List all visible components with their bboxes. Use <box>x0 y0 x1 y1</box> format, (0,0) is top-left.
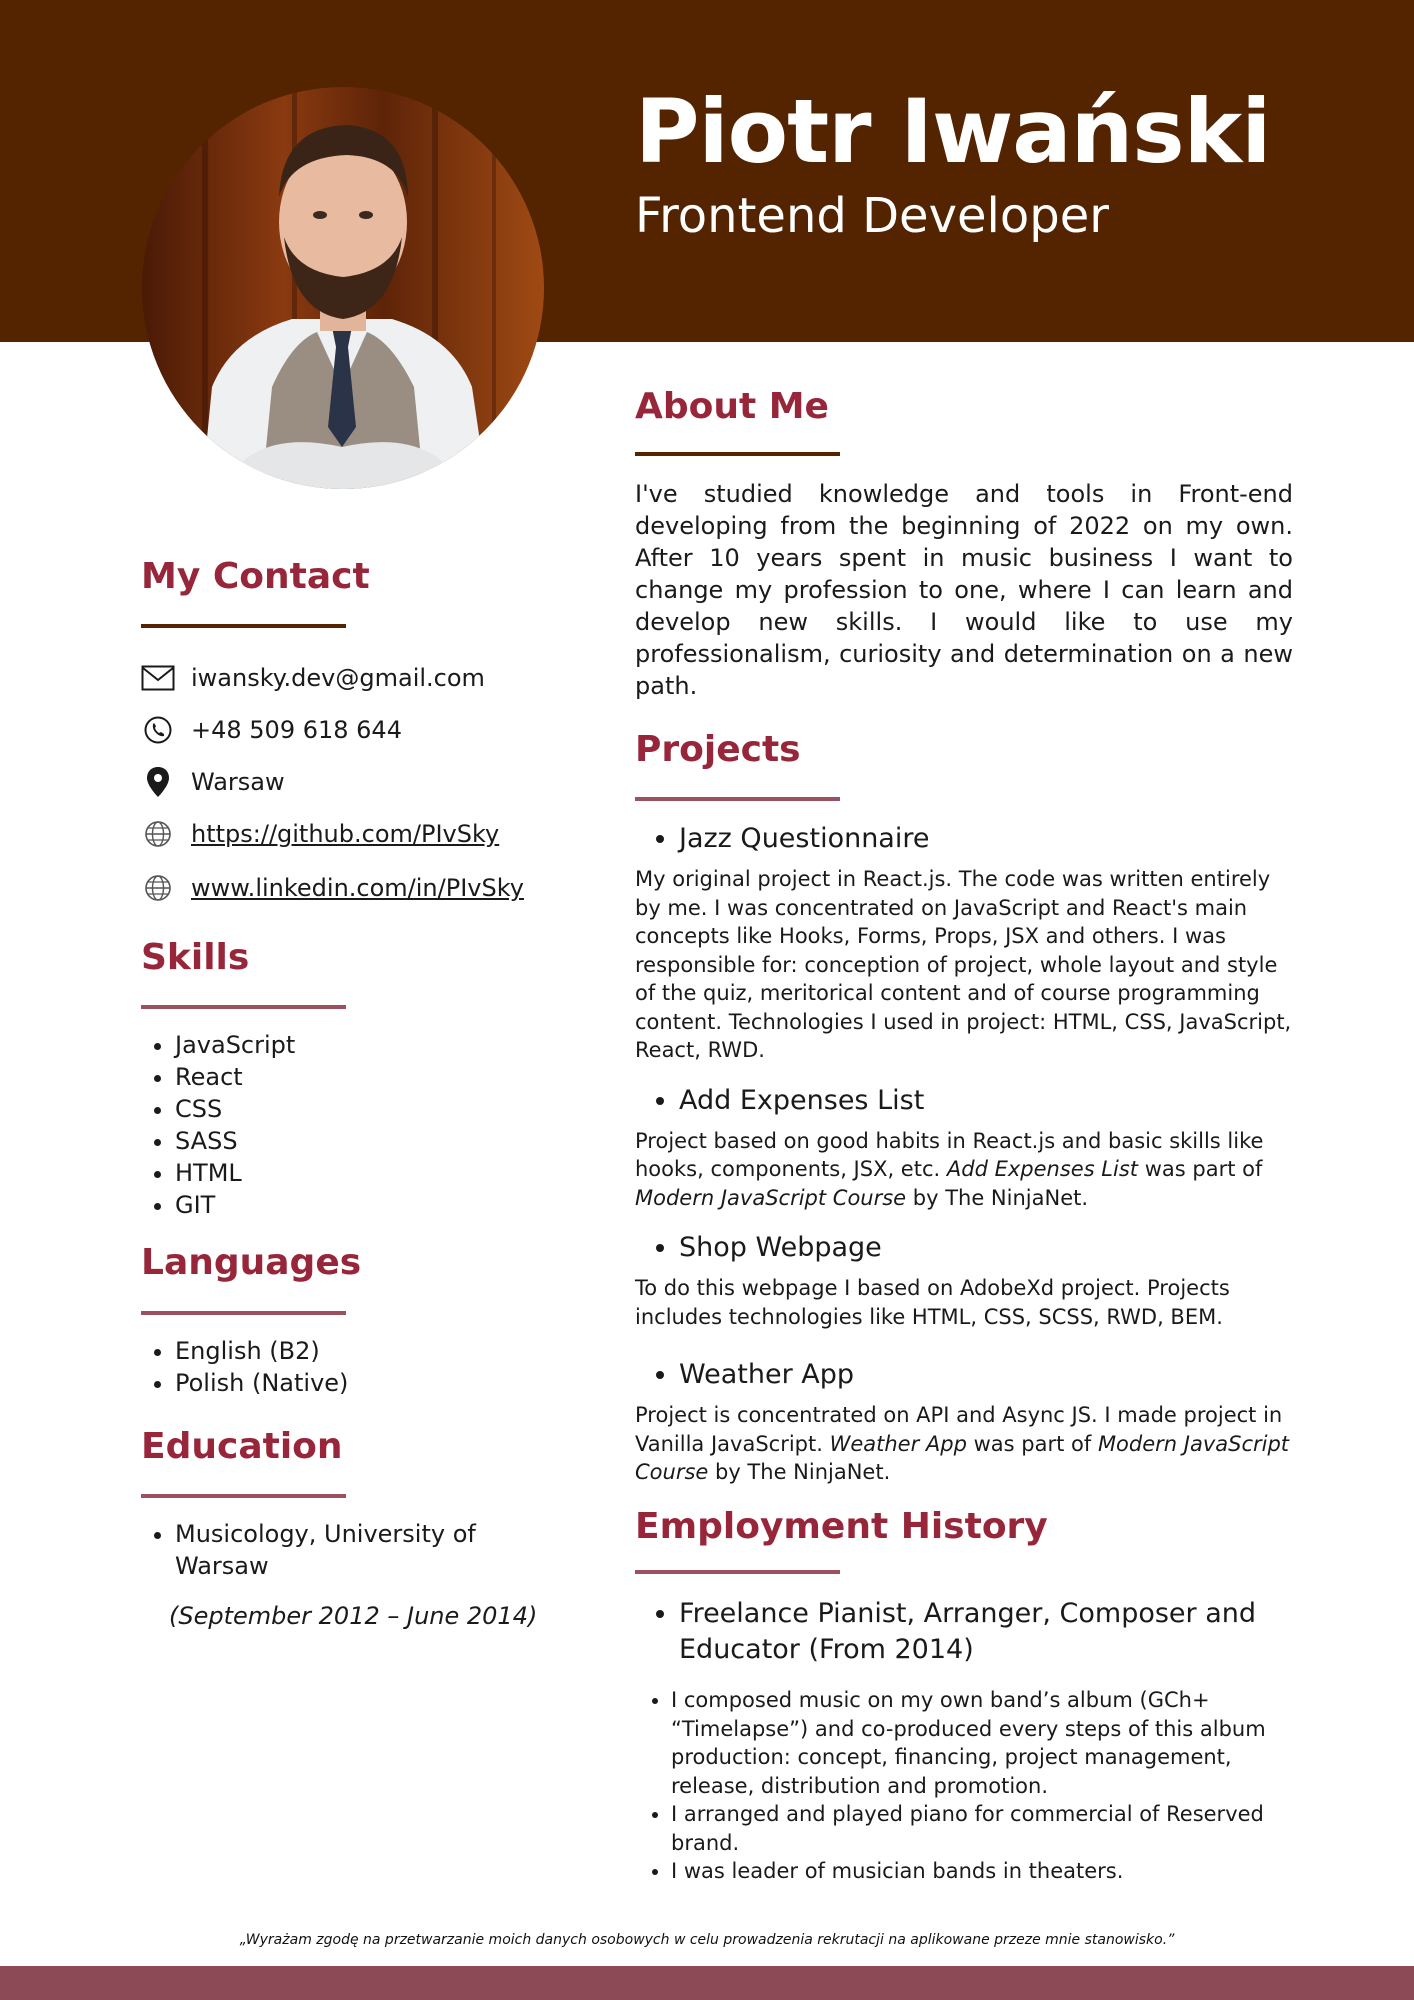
education-section <box>141 1425 571 1630</box>
email-text[interactable]: iwansky.dev@gmail.com <box>191 664 485 693</box>
footer-band <box>0 1966 1414 2000</box>
project-desc-text: was part of <box>1138 1157 1263 1182</box>
project-desc-text: Project is concentrated on API and Async JS. I made project in Vanilla JavaScript. <box>635 1403 1283 1456</box>
employment-heading: Employment History <box>635 1505 1048 1547</box>
languages-heading: Languages <box>141 1242 362 1284</box>
project-description <box>635 1401 1293 1487</box>
skills-rule <box>141 1005 346 1009</box>
skills-section <box>141 936 571 1221</box>
job-title: Frontend Developer <box>635 188 1109 244</box>
about-rule <box>635 452 840 456</box>
projects-section <box>635 728 1293 1487</box>
candidate-name: Piotr Iwański <box>635 80 1271 183</box>
project-description: My original project in React.js. The code was written entirely by me. I was concentrated on JavaScript and React's main concepts like Hooks, Forms, Props, JSX and others. I was responsible for: conception of project, whole layout and style of the quiz, meritorical content and of course programming content. Technologies I used in project: HTML, CSS, JavaScript, React, RWD. <box>635 867 1292 1063</box>
list-item: • I was leader of musician bands in theaters. <box>671 1857 1293 1886</box>
project-desc-text: was part of <box>966 1431 1098 1456</box>
contact-section <box>141 555 571 914</box>
employment-rule <box>635 1570 840 1574</box>
portrait-illustration <box>142 87 544 489</box>
skills-list <box>141 1029 571 1221</box>
location-pin-icon <box>141 765 175 799</box>
list-item: • I composed music on my own band’s album (GCh+ “Timelapse”) and co-produced every steps of this album production: concept, financing, project management, release, distribution and promotion. <box>671 1686 1293 1800</box>
project-desc-text: by The NinjaNet. <box>708 1460 891 1485</box>
project-list-item <box>635 1357 1293 1393</box>
education-dates: (September 2012 – June 2014) <box>169 1601 538 1630</box>
project-title: • Shop Webpage <box>679 1230 1293 1266</box>
phone-icon <box>141 713 175 747</box>
phone-row <box>141 704 571 756</box>
phone-text[interactable]: +48 509 618 644 <box>191 716 402 745</box>
linkedin-link[interactable]: www.linkedin.com/in/PIvSky <box>191 874 524 903</box>
education-list <box>141 1518 505 1582</box>
education-rule <box>141 1494 346 1498</box>
project-list-item <box>635 1083 1293 1119</box>
projects-heading: Projects <box>635 729 801 771</box>
list-item: • SASS <box>175 1125 571 1157</box>
project-list-item <box>635 1230 1293 1266</box>
list-item: • I arranged and played piano for commercial of Reserved brand. <box>671 1800 1293 1857</box>
list-item: • HTML <box>175 1157 571 1189</box>
location-row <box>141 756 571 808</box>
project-desc-emphasis: Modern JavaScript Course <box>635 1431 1290 1485</box>
languages-list <box>141 1335 571 1399</box>
github-row <box>141 808 571 860</box>
globe-icon <box>141 871 175 905</box>
right-column <box>635 385 1293 1886</box>
project-desc-emphasis: Modern JavaScript Course <box>635 1185 907 1210</box>
project-desc-text: Project based on good habits in React.js and basic skills like hooks, components, JSX, etc. <box>635 1128 1264 1182</box>
list-item: • React <box>175 1061 571 1093</box>
list-item: • Polish (Native) <box>175 1367 571 1399</box>
project-description <box>635 1127 1293 1213</box>
project-title: • Add Expenses List <box>679 1083 1293 1119</box>
education-heading: Education <box>141 1425 343 1467</box>
project-title: • Jazz Questionnaire <box>679 821 1293 857</box>
about-heading: About Me <box>635 386 829 427</box>
linkedin-row <box>141 862 571 914</box>
location-text: Warsaw <box>191 768 285 797</box>
github-link[interactable]: https://github.com/PIvSky <box>191 820 500 849</box>
project-list-item <box>635 821 1293 857</box>
project-description: To do this webpage I based on AdobeXd project. Projects includes technologies like HTML, CSS, SCSS, RWD, BEM. <box>635 1276 1230 1329</box>
mail-icon <box>141 661 175 695</box>
skills-heading: Skills <box>141 937 250 979</box>
contact-rule <box>141 624 346 628</box>
employment-list-item <box>635 1596 1293 1668</box>
email-row <box>141 652 571 704</box>
project-desc-text: by The NinjaNet. <box>906 1185 1089 1210</box>
list-item: • JavaScript <box>175 1029 571 1061</box>
list-item: • GIT <box>175 1189 571 1221</box>
about-text: I've studied knowledge and tools in Front-end developing from the beginning of 2022 on my own. After 10 years spent in music business I want to change my profession to one, where I can learn and develop new skills. I would like to use my professionalism, curiosity and determination on a new path. <box>635 480 1293 701</box>
gdpr-consent-clause: „Wyrażam zgodę na przetwarzanie moich danych osobowych w celu prowadzenia rekrutacji na aplikowane przeze mnie stanowisko.” <box>239 1932 1175 1948</box>
list-item: • English (B2) <box>175 1335 571 1367</box>
project-title: • Weather App <box>679 1357 1293 1393</box>
globe-icon <box>141 817 175 851</box>
about-section <box>635 385 1293 702</box>
employment-section <box>635 1505 1293 1886</box>
list-item: • Musicology, University of Warsaw <box>175 1518 505 1582</box>
employment-bullets <box>635 1686 1293 1886</box>
projects-rule <box>635 797 840 801</box>
left-column <box>141 555 571 1630</box>
project-desc-emphasis: Weather App <box>829 1431 967 1456</box>
list-item: • CSS <box>175 1093 571 1125</box>
languages-section <box>141 1241 571 1398</box>
project-desc-emphasis: Add Expenses List <box>946 1157 1139 1182</box>
employment-title: • Freelance Pianist, Arranger, Composer and Educator (From 2014) <box>679 1596 1293 1668</box>
languages-rule <box>141 1311 346 1315</box>
contact-heading: My Contact <box>141 556 370 597</box>
profile-photo <box>142 87 544 489</box>
